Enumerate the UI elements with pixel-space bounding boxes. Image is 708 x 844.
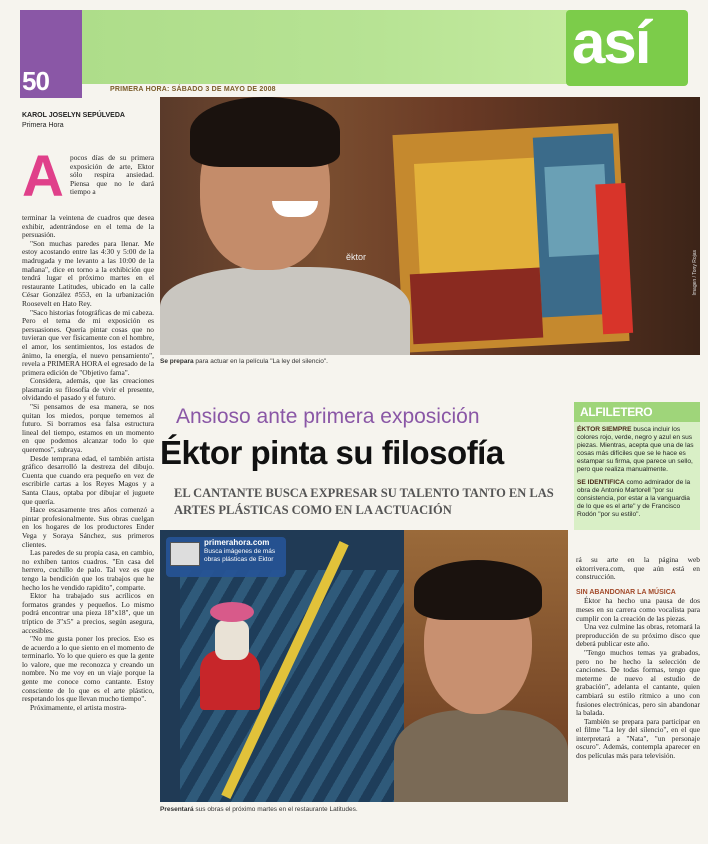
page-number: 50 (22, 66, 49, 96)
byline-author: KAROL JOSELYN SEPÚLVEDA (22, 112, 125, 119)
headline-title: Éktor pinta su filosofía (160, 434, 504, 471)
photo-credit: Imagen / Tony Rojas (692, 250, 698, 296)
byline-outlet: Primera Hora (22, 122, 64, 129)
header-green-band (82, 10, 570, 84)
headline-subtitle: EL CANTANTE BUSCA EXPRESAR SU TALENTO TANTO EN LAS ARTES PLÁSTICAS COMO EN LA ACTUACIÓN (174, 486, 554, 517)
article-body-right: rá su arte en la página web ektorrivera.com, que aún está en construcción. SIN ABANDONAR LA MÚSICA Éktor ha hecho una pausa de dos meses en su carrera como vocalista para cumplir con la creación de las piezas. Una vez culmine las obras, retomará la preproducción de su próximo disco que deberá publicar este año. "Tengo muchos temas ya grabados, pero no he hecho la selección de canciones. De todas formas, tengo que meterme de nuevo al estudio de grabación", adelanta el cantante, quien cambiará su estilo rítmico a uno con fusiones electrónicas, pero sin abandonar la balada. También se prepara para participar en el filme "La ley del silencio", en el que interpretará a "Nata", "un personaje oscuro". Además, contempla aparecer en dos películas más para televisión. (576, 556, 700, 761)
dateline: PRIMERA HORA: SÁBADO 3 DE MAYO DE 2008 (110, 86, 276, 93)
section-logo: así (572, 9, 650, 76)
computer-icon (170, 542, 200, 566)
top-photo-caption: Se prepara para actuar en la película "La ley del silencio". (160, 358, 328, 365)
painting-signature: ěktor (346, 252, 367, 262)
top-photo (160, 97, 700, 355)
bottom-photo-caption: Presentará sus obras el próximo martes en el restaurante Latitudes. (160, 806, 358, 813)
sidebar-title: ALFILETERO (580, 405, 653, 419)
article-lead: pocos días de su primera exposición de arte, Ektor sólo respira ansiedad. Piensa que no le dará tiempo a (70, 154, 154, 197)
painting-background (392, 123, 629, 353)
section-subhead: SIN ABANDONAR LA MÚSICA (576, 588, 676, 596)
drop-cap: A (22, 144, 64, 209)
sidebar-body: ÉKTOR SIEMPRE busca incluir los colores rojo, verde, negro y azul en sus piezas. Mientras, acepta que una de las cosas más difíciles que se le hace es estampar su firma, que parece un sello, pero que realiza manualmente. SE IDENTIFICA como admirador de la obra de Antonio Martorell "por su consistencia, por estar a la vanguardia de lo que es el arte" y de Francisco Rodón "por su estilo". (574, 422, 700, 530)
web-promo-title[interactable]: primerahora.com (204, 538, 270, 547)
web-promo-text: Busca imágenes de más obras plásticas de Ektor (204, 548, 276, 563)
article-body-left: terminar la veintena de cuadros que desea exhibir, adentrándose en el tema de la persuasión. "Son muchas paredes para llenar. Me estoy acostando entre las 4:30 y 5:00 de la madrugada y me levanto a las 10:00 de la mañana", dice en torno a la exhibición que tendrá lugar el próximo martes en el restaurante Latitudes, ubicado en la calle César González #553, en la urbanización Roosevelt en Hato Rey. "Saco historias fotográficas de mi cabeza. Pero el tema de mi exposición es persuasiones. Quería pintar cosas que no tuvieran que ver físicamente con el hombre, el amor, los sentimientos, los estados de ánimo, la energía, el nuevo pensamiento", revela a PRIMERA HORA el egresado de la primera edición de "Objetivo fama". Considera, además, que las creaciones plasmarán su filosofía de vivir el presente, olvidando el pasado y el futuro. "Si pensamos de esa manera, se nos quitan los miedos, porque tememos al futuro. Si borramos esa falsa estructura lineal del tiempo, estamos en un momento en que podemos alcanzar todo lo que queremos", subraya. Desde temprana edad, el también artista gráfico desarrolló la destreza del dibujo. Cuenta que cuando era pequeño en vez de escribirle cartas a los Reyes Magos y a Santa Claus, optaba por dibujar el juguete que quería. Hace escasamente tres años comenzó a pintar profesionalmente. Sus obras cuelgan en los hogares de los productores Ender Vega y Soraya Sánchez, sus primeros clientes. Las paredes de su propia casa, en cambio, no exhiben tantos cuadros. "En casa del herrero, cuchillo de palo. Tal vez es que tengo la bendición que los trabajos que he hecho los he vendido rapidito", comparte. Ektor ha trabajado sus acrílicos en formatos grandes y pequeños. Lo mismo podrá encontrar una pieza 18"x18", que un tríptico de 3"x5" a precios, según asegura, accesibles. "No me gusta poner los precios. Eso es de acuerdo a lo que siento en el momento de terminarlo. Yo lo que quiero es que la gente lo valore, que me reconozca y creando un nombre. No me voy en un viaje porque la gente me conoce como cantante. Estoy consciente de lo que es el arte plástico, respetando los que llevan mucho tiempo". Próximamente, el artista mostra- (22, 214, 154, 712)
headline-kicker: Ansioso ante primera exposición (176, 405, 480, 428)
